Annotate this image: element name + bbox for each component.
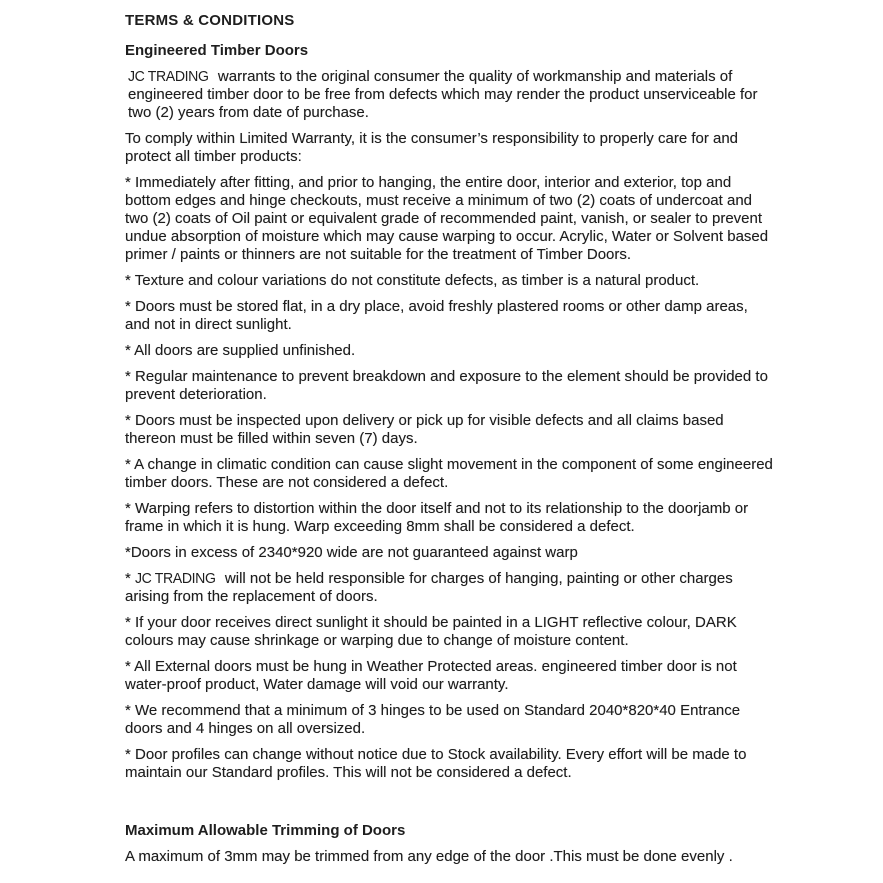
- brand-name-text: JC TRADING: [135, 570, 216, 587]
- terms-bullet: * Texture and colour variations do not constitute defects, as timber is a natural product.: [125, 272, 700, 289]
- terms-bullet: * Immediately after fitting, and prior to hanging, the entire door, interior and exterior, top and bottom edges and hinge checkouts, must receive a minimum of two (2) coats of undercoat and two (2) coats of Oil paint or equivalent grade of recommended paint, vanish, or sealer to prevent undue absorption of moisture which may cause warping to occur. Acrylic, Water or Solvent based primer / paints or thinners are not suitable for the treatment of Timber Doors.: [125, 174, 769, 263]
- care-instructions-paragraph: To comply within Limited Warranty, it is the consumer’s responsibility to properly care for and protect all timber products:: [125, 130, 739, 165]
- bullet-prefix: *: [125, 570, 136, 587]
- page-title: TERMS & CONDITIONS: [125, 12, 295, 29]
- warranty-intro-paragraph: [125, 68, 773, 122]
- brand-name-text: JC TRADING: [128, 68, 209, 85]
- terms-bullet: * Regular maintenance to prevent breakdown and exposure to the element should be provided to prevent deterioration.: [125, 368, 768, 403]
- terms-bullet: * If your door receives direct sunlight it should be painted in a LIGHT reflective colour, DARK colours may cause shrinkage or warping due to change of moisture content.: [125, 614, 737, 649]
- terms-bullet: * Warping refers to distortion within the door itself and not to its relationship to the doorjamb or frame in which it is hung. Warp exceeding 8mm shall be considered a defect.: [125, 500, 749, 535]
- terms-bullet: * Door profiles can change without notice due to Stock availability. Every effort will be made to maintain our Standard profiles. This will not be considered a defect.: [125, 746, 747, 781]
- terms-bullet: * Doors must be inspected upon delivery or pick up for visible defects and all claims based thereon must be filled within seven (7) days.: [125, 412, 724, 447]
- terms-bullet: * We recommend that a minimum of 3 hinges to be used on Standard 2040*820*40 Entrance doors and 4 hinges on all oversized.: [125, 702, 741, 737]
- terms-bullet: * All External doors must be hung in Weather Protected areas. engineered timber door is not water-proof product, Water damage will void our warranty.: [125, 658, 737, 693]
- trimming-paragraph: A maximum of 3mm may be trimmed from any edge of the door .This must be done evenly .: [125, 848, 733, 865]
- terms-bullet: [125, 570, 773, 606]
- warranty-intro-text: warrants to the original consumer the quality of workmanship and materials of engineered timber door to be free from defects which may render the product unserviceable for two (2) years from date of purchase.: [128, 68, 758, 121]
- section-heading-engineered-timber-doors: Engineered Timber Doors: [125, 42, 309, 59]
- bullet-text: will not be held responsible for charges of hanging, painting or other charges arising from the replacement of doors.: [125, 570, 733, 605]
- terms-bullet: * All doors are supplied unfinished.: [125, 342, 356, 359]
- terms-bullet: * Doors must be stored flat, in a dry place, avoid freshly plastered rooms or other damp areas, and not in direct sunlight.: [125, 298, 748, 333]
- terms-bullet: *Doors in excess of 2340*920 wide are not guaranteed against warp: [125, 544, 578, 561]
- terms-bullet: * A change in climatic condition can cause slight movement in the component of some engineered timber doors. These are not considered a defect.: [125, 456, 773, 491]
- section-heading-trimming: Maximum Allowable Trimming of Doors: [125, 822, 406, 839]
